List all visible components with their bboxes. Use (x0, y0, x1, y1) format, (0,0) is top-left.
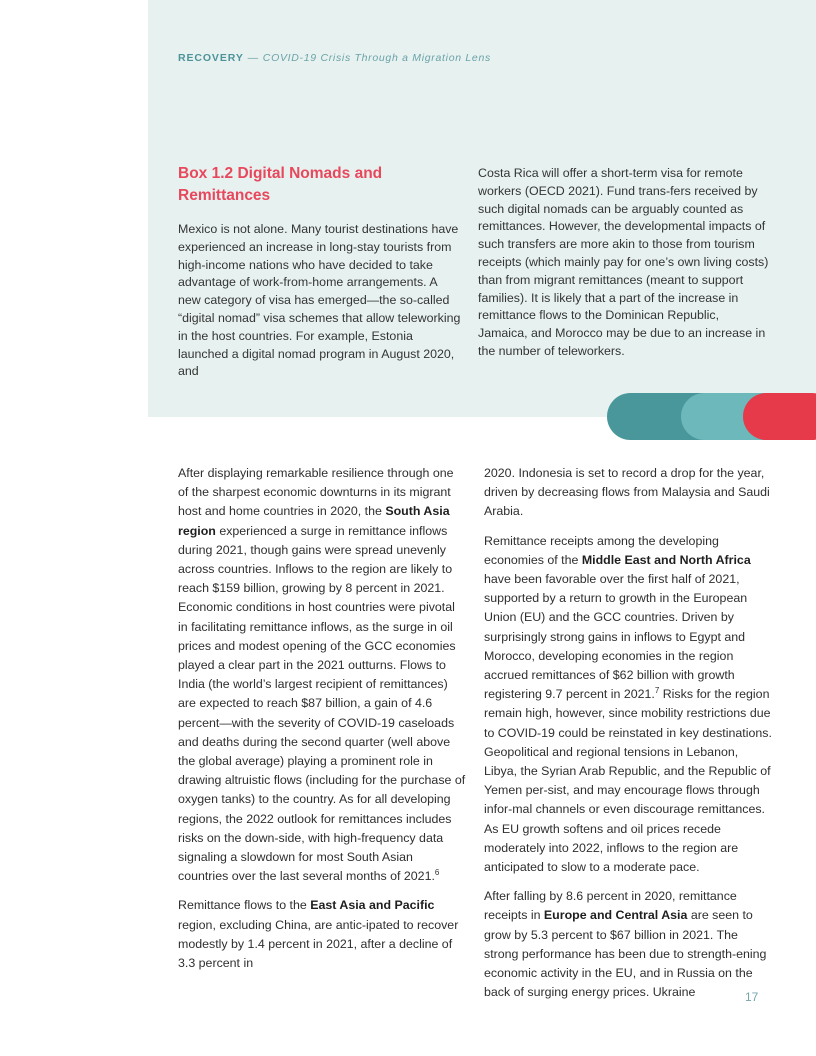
paragraph-south-asia: After displaying remarkable resilience through one of the sharpest economic downturns in its migrant host and home countries in 2020, the South Asia region experienced a surge in remittance inflows during 2021, though gains were spread unevenly across countries. Inflows to the region are likely to reach $159 billion, growing by 8 percent in 2021. Economic conditions in host countries were pivotal in facilitating remittance inflows, as the surge in oil prices and modest opening of the GCC economies played a clear part in the 2021 outturns. Flows to India (the world’s largest recipient of remittances) are expected to reach $87 billion, a gain of 4.6 percent—with the severity of COVID-19 caseloads and deaths during the second quarter (well above the global average) playing a prominent role in drawing altruistic flows (including for the purchase of oxygen tanks) to the country. As for all developing regions, the 2022 outlook for remittances includes risks on the down-side, with high-frequency data signaling a slowdown for most South Asian countries over the last several months of 2021.$^6$ (178, 466, 466, 884)
paragraph-middle-east-north-africa: Remittance receipts among the developing economies of the Middle East and North Africa have been favorable over the first half of 2021, supported by a return to growth in the European Union (EU) and the GCC countries. Driven by surprisingly strong gains in inflows to Egypt and Morocco, developing economies in the region accrued remittances of $62 billion with growth registering 9.7 percent in 2021.$^7$ Risks for the region remain high, however, since mobility restrictions due to COVID-19 could be reinstated in key destinations. Geopolitical and regional tensions in Lebanon, Libya, the Syrian Arab Republic, and the Republic of Yemen per-sist, and may encourage flows through infor-mal channels or even discourage remittances. As EU growth softens and oil prices recede moderately into 2022, inflows to the region are anticipated to slow to a moderate pace. (484, 533, 772, 875)
box-column-right: Costa Rica will offer a short-term visa for remote workers (OECD 2021). Fund trans-fers received by such digital nomads can be arguably counted as remittances. However, the developmental impacts of such transfers are more akin to those from tourism receipts (which mainly pay for one’s own living costs) than from migrant remittances (meant to support families). It is likely that a part of the increase in remittance flows to the Dominican Republic, Jamaica, and Morocco may be due to an increase in the number of teleworkers. (478, 166, 769, 358)
box-column-left: Mexico is not alone. Many tourist destinations have experienced an increase in long-stay tourists from high-income nations who have decided to take advantage of work-from-home arrangements. A new category of visa has emerged—the so-called “digital nomad” visa schemes that allow teleworking in the host countries. For example, Estonia launched a digital nomad program in August 2020, and (178, 222, 461, 379)
decorative-pill-red (743, 393, 816, 440)
running-head-section: RECOVERY (178, 52, 244, 64)
paragraph-europe-central-asia: After falling by 8.6 percent in 2020, remittance receipts in Europe and Central Asia are seen to grow by 5.3 percent to $67 billion in 2021. The strong performance has been due to strength-ening economic activity in the EU, and in Russia on the back of surging energy prices. Ukraine (484, 889, 767, 1000)
running-head-separator: — (243, 52, 263, 64)
body-column-right (484, 464, 772, 1012)
running-head-title: COVID-19 Crisis Through a Migration Lens (262, 52, 491, 64)
paragraph-east-asia-pacific: Remittance flows to the East Asia and Pacific region, excluding China, are antic-ipated to recover modestly by 1.4 percent in 2021, after a decline of 3.3 percent in (178, 898, 459, 971)
box-heading: Box 1.2 Digital Nomads and Remittances (178, 165, 383, 204)
page-number: 17 (745, 990, 759, 1004)
running-head (178, 52, 491, 64)
body-column-left (178, 464, 466, 983)
paragraph-indonesia: 2020. Indonesia is set to record a drop for the year, driven by decreasing flows from Malaysia and Saudi Arabia. (484, 466, 770, 519)
